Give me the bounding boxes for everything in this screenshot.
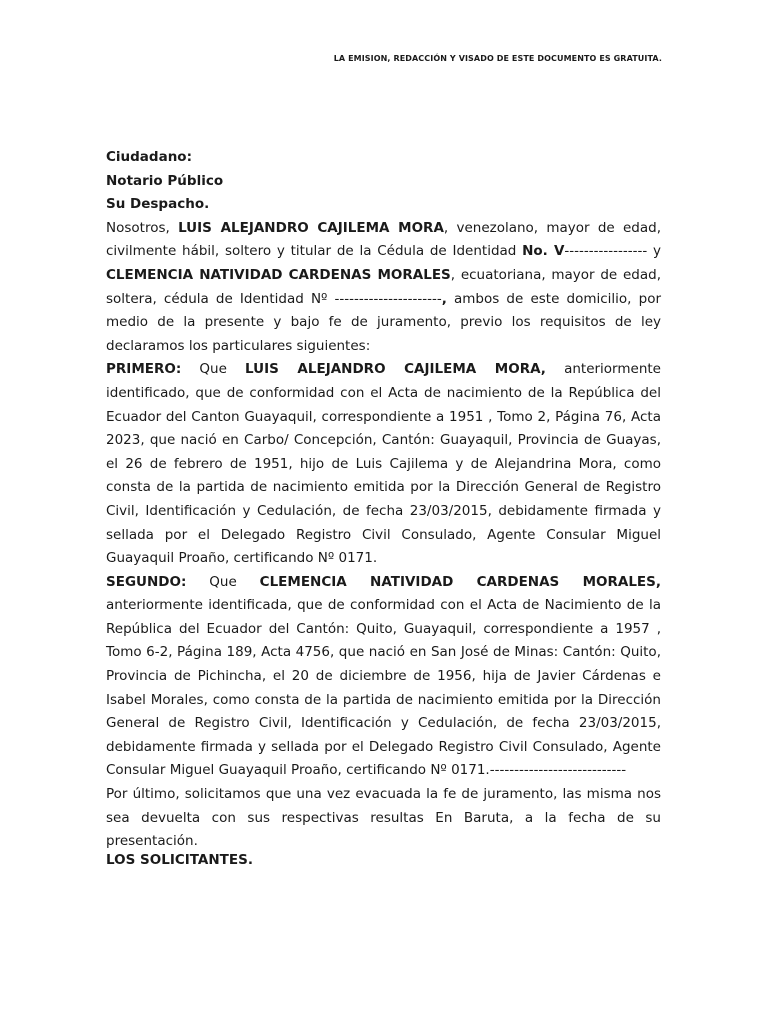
primero-text-1: Que bbox=[181, 361, 246, 378]
signatories-heading: LOS SOLICITANTES. bbox=[106, 852, 253, 868]
addressee-line-3: Su Despacho. bbox=[106, 196, 210, 213]
intro-text-1: Nosotros, bbox=[106, 219, 179, 236]
intro-text-2: , venezolano, mayor de edad, civilmente hábil, soltero y titular de la Cédula de Identidad bbox=[106, 219, 661, 260]
intro-text-5: ambos de este domicilio, por medio de la presente y bajo fe de juramento, previo los requisitos de ley declaramos los particulares siguientes: bbox=[106, 290, 661, 354]
segundo-label: SEGUNDO: bbox=[106, 573, 187, 590]
primero-label: PRIMERO: bbox=[106, 361, 182, 378]
primero-text-2: anteriormente identificado, que de conformidad con el Acta de nacimiento de la República del Ecuador del Canton Guayaquil, correspondiente a 1951 , Tomo 2, Página 76, Acta 2023, que nació en Carbo/ Concepción, Cantón: Guayaquil, Provincia de Guayas, el 26 de febrero de 1951, hijo de Luis Cajilema y de Alejandrina Mora, como consta de la partida de nacimiento emitida por la Dirección General de Registro Civil, Identificación y Cedulación, de fecha 23/03/2015, debidamente firmada y sellada por el Delegado Registro Civil Consulado, Agente Consular Miguel Guayaquil Proaño, certificando Nº 0171. bbox=[106, 361, 661, 567]
addressee-line-2: Notario Público bbox=[106, 172, 224, 189]
intro-dashes-1: ----------------- bbox=[564, 243, 648, 260]
addressee-line-1: Ciudadano: bbox=[106, 149, 192, 165]
segundo-name: CLEMENCIA NATIVIDAD CARDENAS MORALES, bbox=[259, 573, 661, 590]
segundo-text-2: anteriormente identificada, que de conformidad con el Acta de Nacimiento de la República del Ecuador del Cantón: Quito, Guayaquil, correspondiente a 1957 , Tomo 6-2, Página 189, Acta 4756, que nació en San José de Minas: Cantón: Quito, Provincia de Pichincha, el 20 de diciembre de 1956, hija de Javier Cárdenas e Isabel Morales, como consta de la partida de nacimiento emitida por la Dirección General de Registro Civil, Identificación y Cedulación, de fecha 23/03/2015, debidamente firmada y sellada por el Delegado Registro Civil Consulado, Agente Consular Miguel Guayaquil Proaño, certificando Nº 0171.---------------------------- bbox=[106, 597, 661, 779]
intro-text-4: , ecuatoriana, mayor de edad, soltera, cédula de Identidad Nº ---------------------- bbox=[106, 266, 662, 307]
document-body bbox=[106, 146, 661, 854]
intro-comma: , bbox=[441, 290, 447, 307]
primero-paragraph bbox=[106, 358, 661, 570]
applicant-1-id: No. V bbox=[522, 243, 565, 260]
intro-paragraph bbox=[106, 217, 661, 359]
segundo-paragraph bbox=[106, 571, 661, 783]
segundo-text-1: Que bbox=[186, 573, 260, 590]
applicant-2-name: CLEMENCIA NATIVIDAD CARDENAS MORALES bbox=[106, 266, 451, 283]
final-paragraph: Por último, solicitamos que una vez evacuada la fe de juramento, las misma nos sea devuelta con sus respectivas resultas En Baruta, a la fecha de su presentación. bbox=[106, 786, 661, 850]
intro-text-3: y bbox=[647, 243, 661, 260]
free-issuance-notice: LA EMISION, REDACCIÓN Y VISADO DE ESTE DOCUMENTO ES GRATUITA. bbox=[333, 54, 662, 63]
applicant-1-name: LUIS ALEJANDRO CAJILEMA MORA bbox=[178, 219, 444, 236]
primero-name: LUIS ALEJANDRO CAJILEMA MORA, bbox=[245, 361, 546, 378]
